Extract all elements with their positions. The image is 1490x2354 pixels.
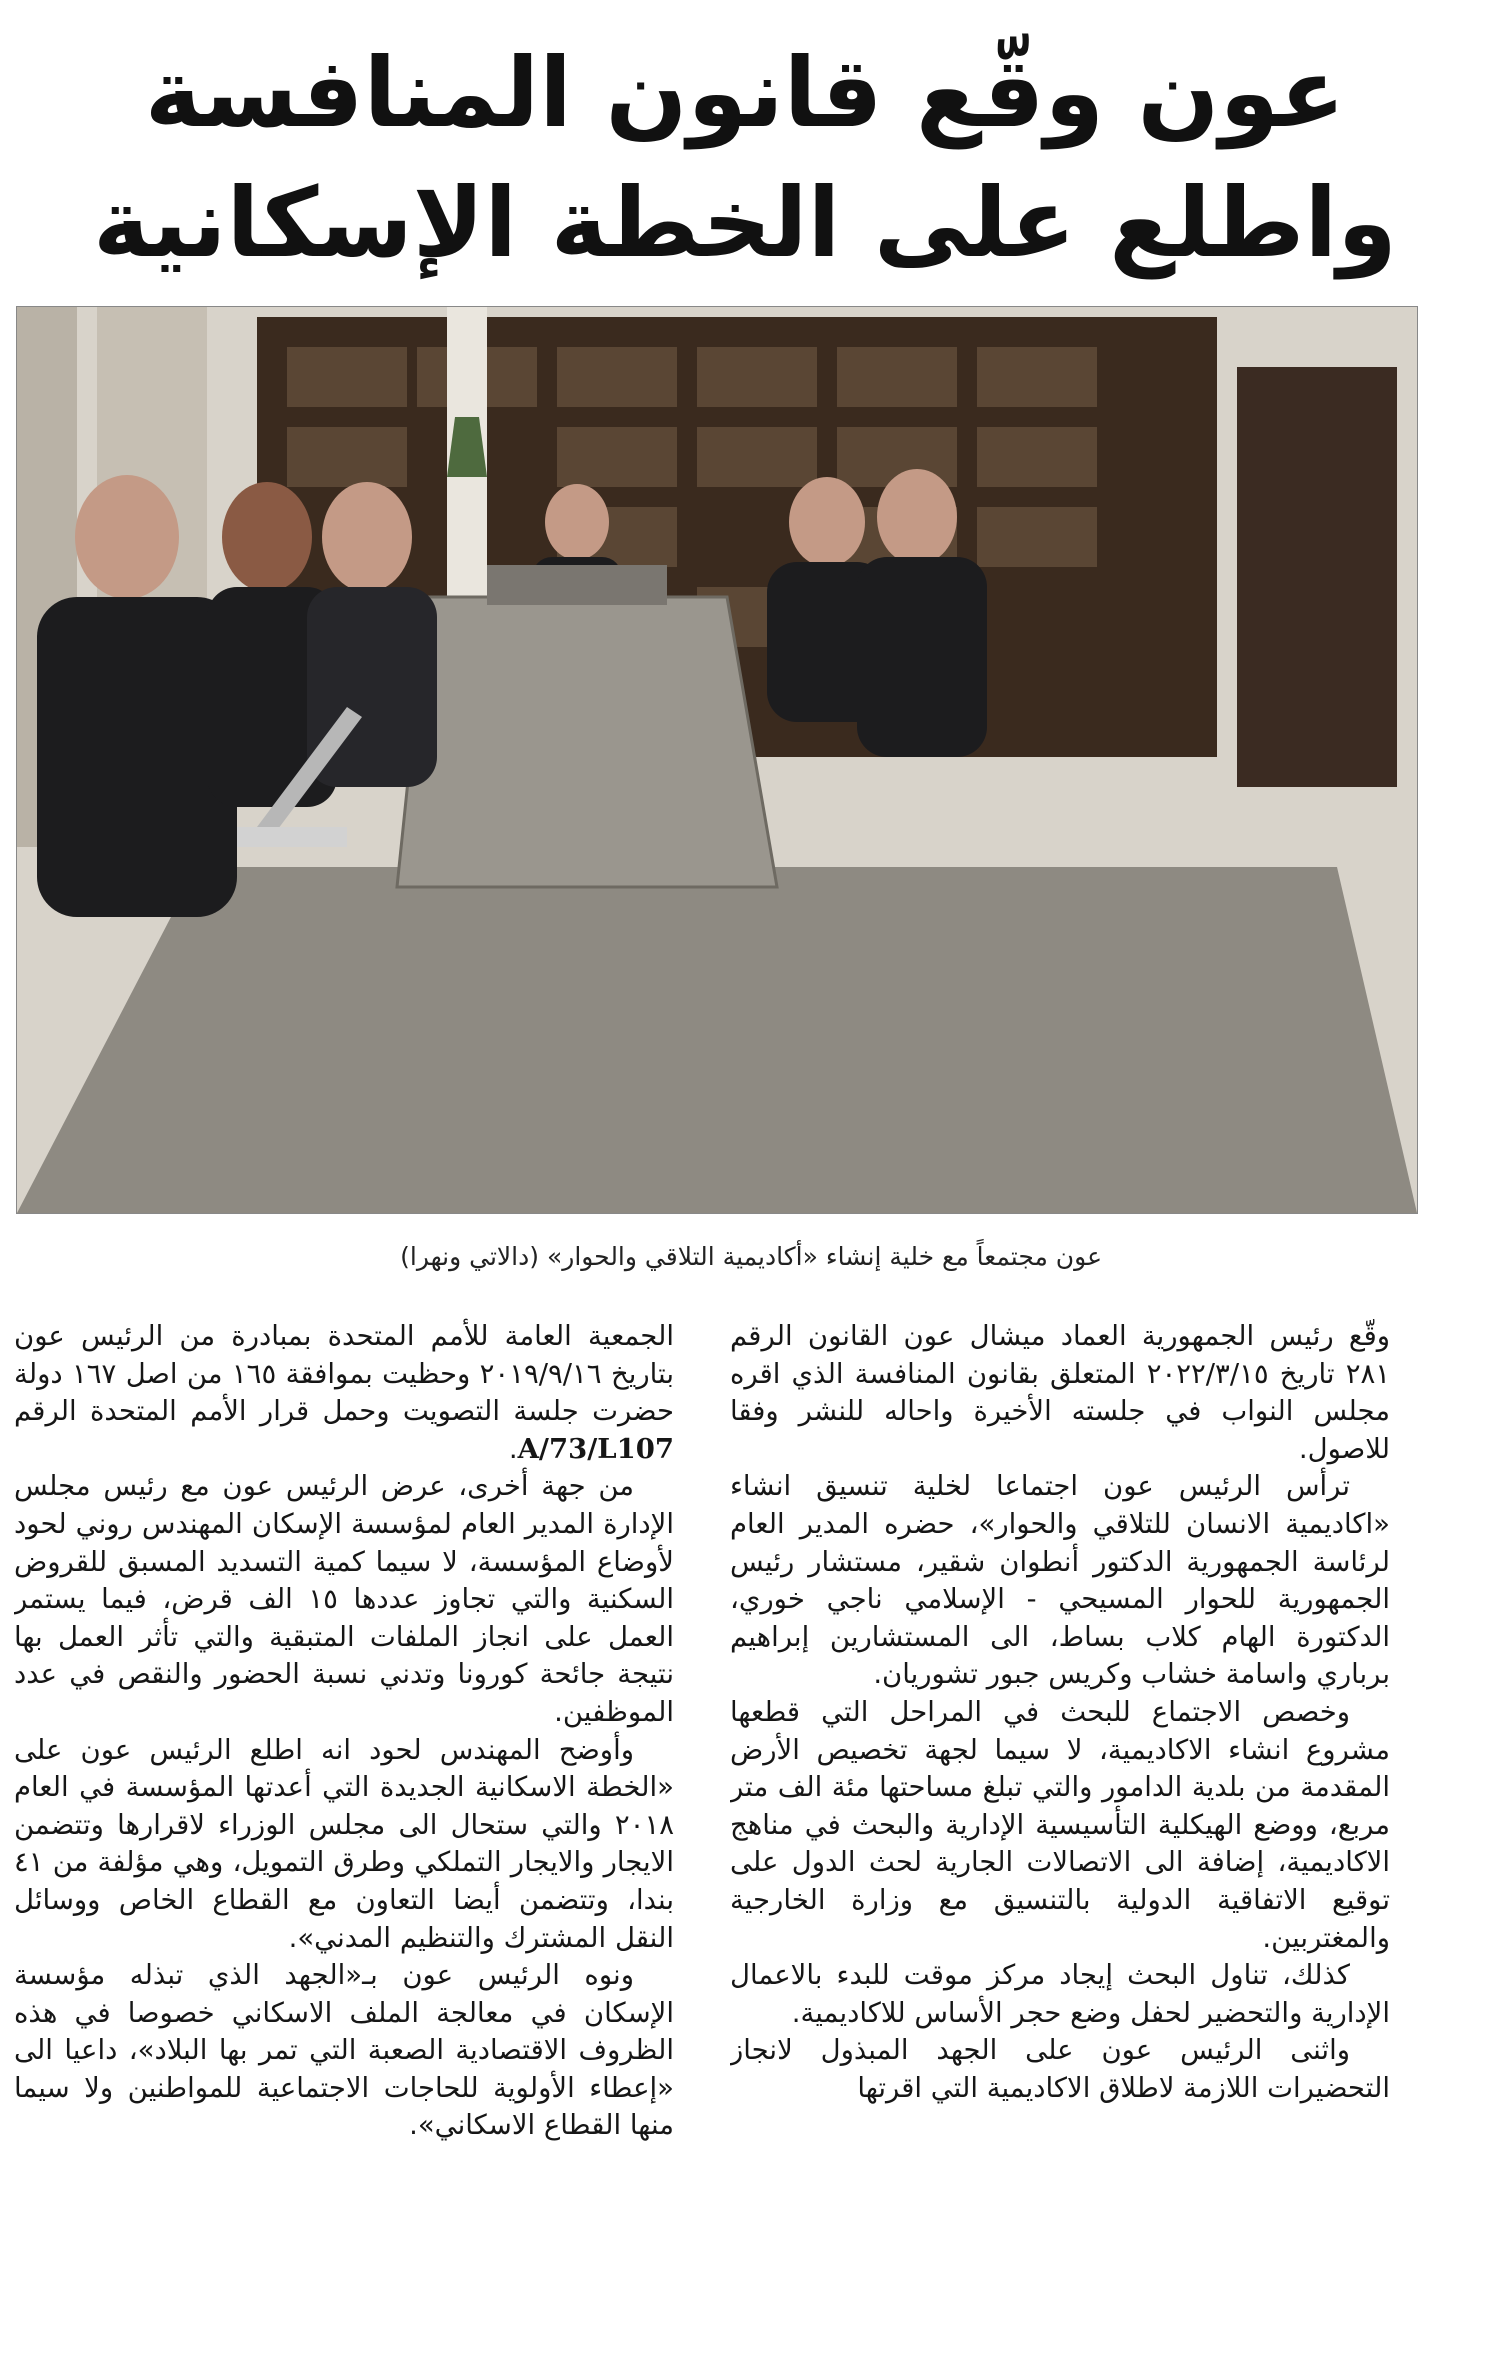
photo-caption: عون مجتمعاً مع خلية إنشاء «أكاديمية التلاقي والحوار» (دالاتي ونهرا) [400, 1242, 1102, 1271]
paragraph: ونوه الرئيس عون بـ«الجهد الذي تبذله مؤسسة الإسكان في معالجة الملف الاسكاني خصوصا في هذه الظروف الاقتصادية الصعبة التي تمر بها البلاد»، داعيا الى «إعطاء الأولوية للحاجات الاجتماعية للمواطنين ولا سيما منها القطاع الاسكاني». [14, 1959, 674, 2142]
headline-line-2: واطلع على الخطة الإسكانية [93, 167, 1397, 279]
paragraph: ترأس الرئيس عون اجتماعا لخلية تنسيق انشاء «اكاديمية الانسان للتلاقي والحوار»، حضره المدير العام لرئاسة الجمهورية الدكتور أنطوان شقير، مستشار رئيس الجمهورية للحوار المسيحي - الإسلامي ناجي خوري، الدكتورة الهام كلاب بساط، الى المستشارين إبراهيم برباري واسامة خشاب وكريس جبور تشوريان. [730, 1470, 1390, 1691]
news-photo [16, 306, 1418, 1214]
paragraph: وقّع رئيس الجمهورية العماد ميشال عون القانون الرقم ٢٨١ تاريخ ٢٠٢٢/٣/١٥ المتعلق بقانون المنافسة الذي اقره مجلس النواب في جلسته الأخيرة واحاله للنشر وفقا للاصول. [730, 1320, 1390, 1465]
paragraph: واثنى الرئيس عون على الجهد المبذول لانجاز التحضيرات اللازمة لاطلاق الاكاديمية التي اقرتها [730, 2034, 1390, 2104]
paragraph: وأوضح المهندس لحود انه اطلع الرئيس عون على «الخطة الاسكانية الجديدة التي أعدتها المؤسسة في العام ٢٠١٨ والتي ستحال الى مجلس الوزراء لاقرارها وتتضمن الايجار والايجار التملكي وطرق التمويل، وهي مؤلفة من ٤١ بندا، وتتضمن أيضا التعاون مع القطاع الخاص ووسائل النقل المشترك والتنظيم المدني». [14, 1733, 674, 1954]
paragraph: من جهة أخرى، عرض الرئيس عون مع رئيس مجلس الإدارة المدير العام لمؤسسة الإسكان المهندس روني لحود لأوضاع المؤسسة، لا سيما كمية التسديد المسبق للقروض السكنية والتي تجاوز عددها ١٥ الف قرض، فيما يستمر العمل على انجاز الملفات المتبقية والتي تأثر العمل بها نتيجة جائحة كورونا وتدني نسبة الحضور والنقص في عدد الموظفين. [14, 1470, 674, 1728]
paragraph-text: الجمعية العامة للأمم المتحدة بمبادرة من الرئيس عون بتاريخ ٢٠١٩/٩/١٦ وحظيت بموافقة ١٦٥ من اصل ١٦٧ دولة حضرت جلسة التصويت وحمل قرار الأمم المتحدة الرقم [14, 1320, 674, 1428]
paragraph-continued: الجمعية العامة للأمم المتحدة بمبادرة من الرئيس عون بتاريخ ٢٠١٩/٩/١٦ وحظيت بموافقة ١٦٥ من اصل ١٦٧ دولة حضرت جلسة التصويت وحمل قرار الأمم المتحدة الرقم A/73/L107. [14, 1320, 674, 1465]
resolution-code: A/73/L107 [517, 1432, 674, 1465]
paragraph: كذلك، تناول البحث إيجاد مركز موقت للبدء بالاعمال الإدارية والتحضير لحفل وضع حجر الأساس للاكاديمية. [730, 1959, 1390, 2029]
headline-line-1: عون وقّع قانون المنافسة [144, 37, 1346, 149]
article-right-column [730, 1318, 1390, 2338]
paragraph: وخصص الاجتماع للبحث في المراحل التي قطعها مشروع انشاء الاكاديمية، لا سيما لجهة تخصيص الأرض المقدمة من بلدية الدامور والتي تبلغ مساحتها مئة الف متر مربع، ووضع الهيكلية التأسيسية الإدارية والبحث في مناهج الاكاديمية، إضافة الى الاتصالات الجارية لحث الدول على توقيع الاتفاقية الدولية بالتنسيق مع وزارة الخارجية والمغتربين. [730, 1695, 1390, 1954]
meeting-photo-illustration [17, 307, 1417, 1213]
article-left-column [14, 1318, 674, 2338]
